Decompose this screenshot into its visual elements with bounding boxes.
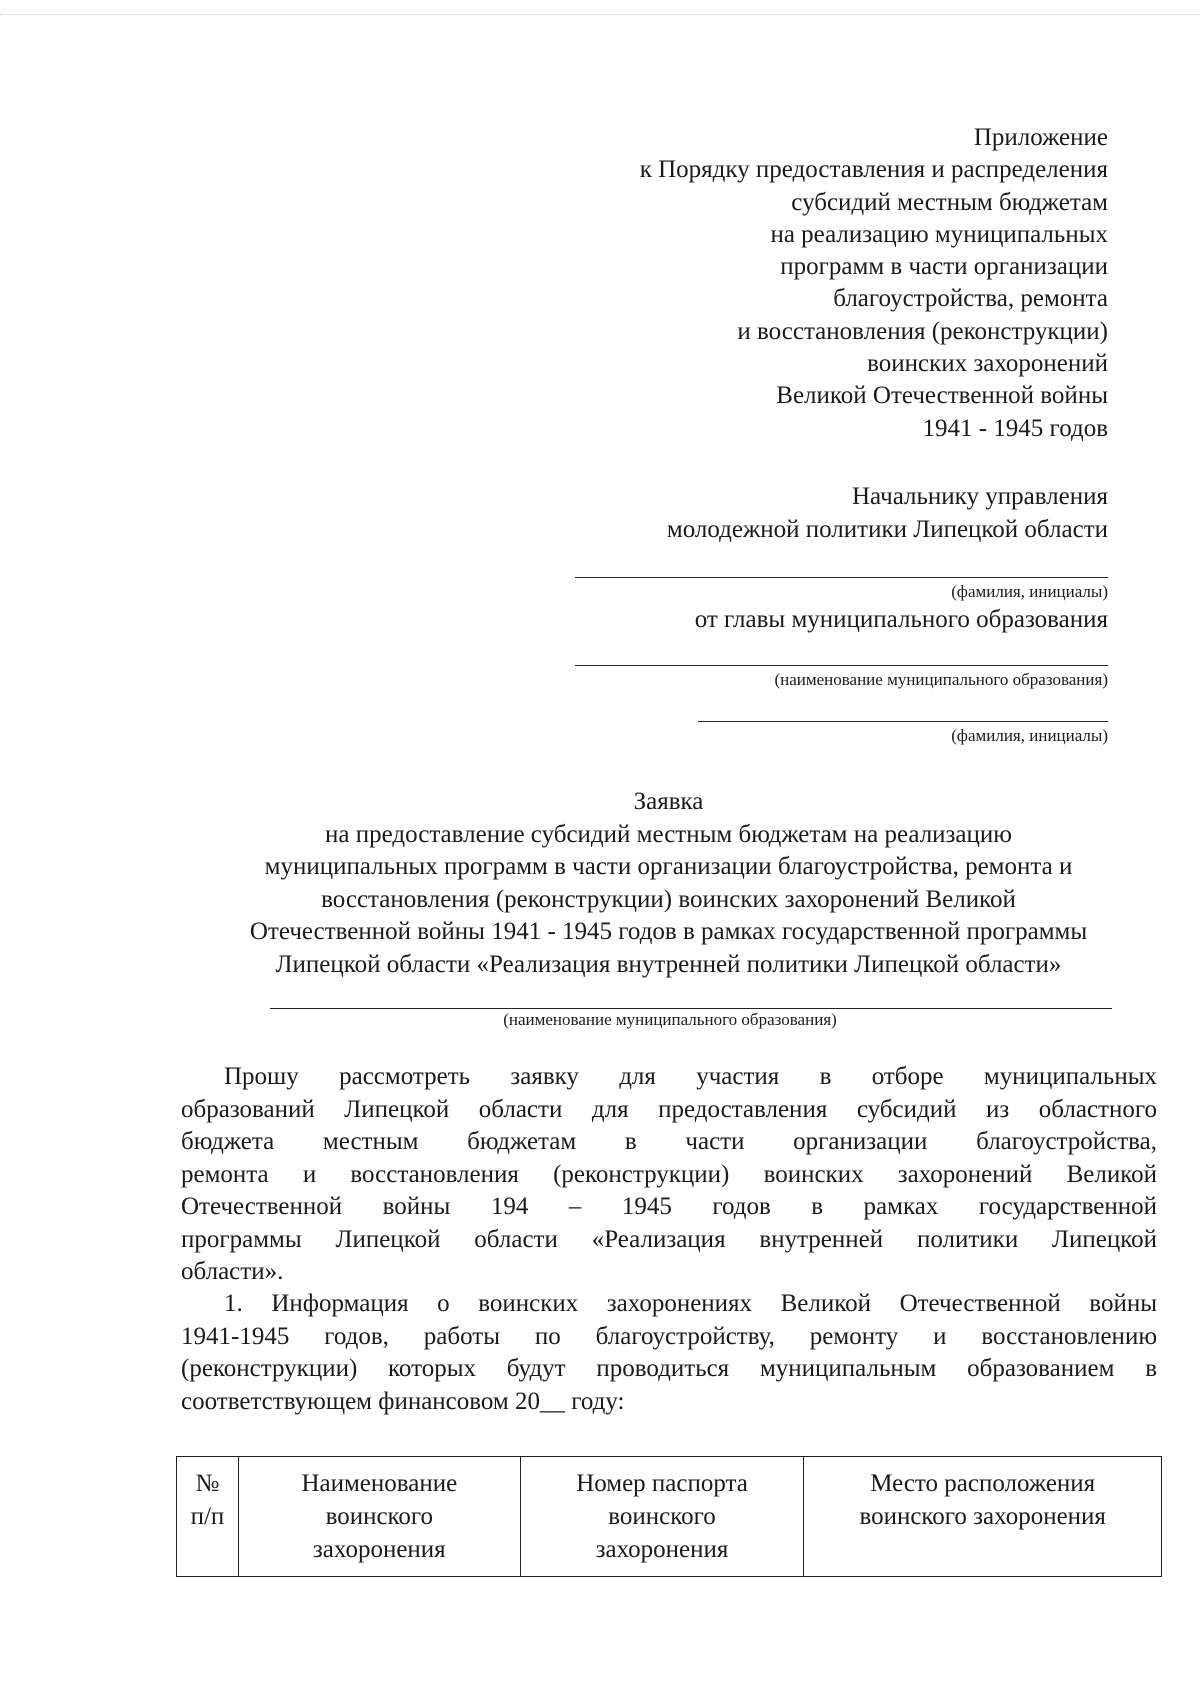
header-line: захоронения [595,1536,729,1563]
addressee-line: Начальнику управления [852,483,1108,510]
appendix-line: благоустройства, ремонта [833,285,1108,313]
addressee-block [488,480,1108,546]
application-subtitle-line: на предоставление субсидий местным бюджетам на реализацию [325,820,1012,848]
header-line: п/п [190,1503,225,1530]
name-fill-line[interactable] [575,577,1108,578]
header-line: Место расположения [870,1470,1096,1497]
paragraph-line: соответствующем финансовом 20__ году: [181,1387,625,1415]
request-paragraph [181,1061,1157,1289]
appendix-line: воинских захоронений [867,350,1108,378]
paragraph-line: (реконструкции) которых будут проводиться муниципальным образованием в [181,1355,1157,1382]
appendix-line: и восстановления (реконструкции) [737,317,1108,345]
header-line: воинского захоронения [859,1503,1106,1530]
appendix-line: Приложение [973,124,1108,151]
application-municipality-fill-line[interactable] [270,1008,1112,1009]
table-header-row [177,1457,1162,1577]
municipality-fill-line[interactable] [575,665,1108,666]
header-line: воинского [325,1503,434,1530]
header-line: № [195,1470,220,1497]
appendix-line: программ в части организации [780,253,1108,281]
paragraph-line: Прошу рассмотреть заявку для участия в отборе муниципальных [224,1063,1157,1090]
appendix-line: субсидий местным бюджетам [791,188,1108,216]
head-name-caption: (фамилия, инициалы) [951,726,1108,745]
application-title: Заявка [633,788,704,815]
application-subtitle-line: восстановления (реконструкции) воинских захоронений Великой [321,885,1016,913]
appendix-line: Великой Отечественной войны [776,382,1108,410]
header-line: воинского [608,1503,716,1530]
column-header-grave-name [238,1457,520,1577]
application-title-block [170,786,1167,981]
appendix-line: к Порядку предоставления и распределения [639,156,1108,184]
column-header-passport-number [520,1457,804,1577]
name-caption: (фамилия, инициалы) [951,582,1108,601]
paragraph-line: ремонта и восстановления (реконструкции) воинских захоронений Великой [181,1160,1157,1188]
paragraph-line: образований Липецкой области для предоставления субсидий из областного [181,1095,1157,1123]
column-header-location [804,1457,1162,1577]
application-subtitle-line: муниципальных программ в части организации благоустройства, ремонта и [264,853,1073,880]
application-subtitle-line: Отечественной войны 1941 - 1945 годов в рамках государственной программы [249,918,1088,945]
column-header-number [177,1457,239,1577]
info-paragraph [181,1288,1157,1418]
header-line: Номер паспорта [576,1470,748,1497]
header-line: захоронения [312,1536,446,1563]
appendix-line: на реализацию муниципальных [770,220,1108,248]
scan-edge-line [0,14,1200,15]
paragraph-line: 1. Информация о воинских захоронениях Великой Отечественной войны [224,1290,1157,1317]
war-graves-table [176,1456,1162,1577]
paragraph-line: программы Липецкой области «Реализация внутренней политики Липецкой [181,1225,1157,1253]
application-subtitle-line: Липецкой области «Реализация внутренней политики Липецкой области» [275,950,1062,978]
head-name-fill-line[interactable] [698,721,1108,722]
from-head-label: от главы муниципального образования [694,606,1108,633]
paragraph-line: бюджета местным бюджетам в части организации благоустройства, [181,1128,1157,1155]
addressee-line: молодежной политики Липецкой области [666,516,1108,543]
paragraph-line: 1941-1945 годов, работы по благоустройству, ремонту и восстановлению [181,1322,1157,1350]
paragraph-line: области». [181,1258,284,1285]
header-line: Наименование [301,1470,458,1497]
appendix-line: 1941 - 1945 годов [922,414,1108,442]
paragraph-line: Отечественной войны 194 – 1945 годов в рамках государственной [181,1193,1157,1220]
appendix-header [508,122,1108,445]
municipality-caption: (наименование муниципального образования) [774,670,1108,689]
application-municipality-caption: (наименование муниципального образования) [503,1010,837,1029]
